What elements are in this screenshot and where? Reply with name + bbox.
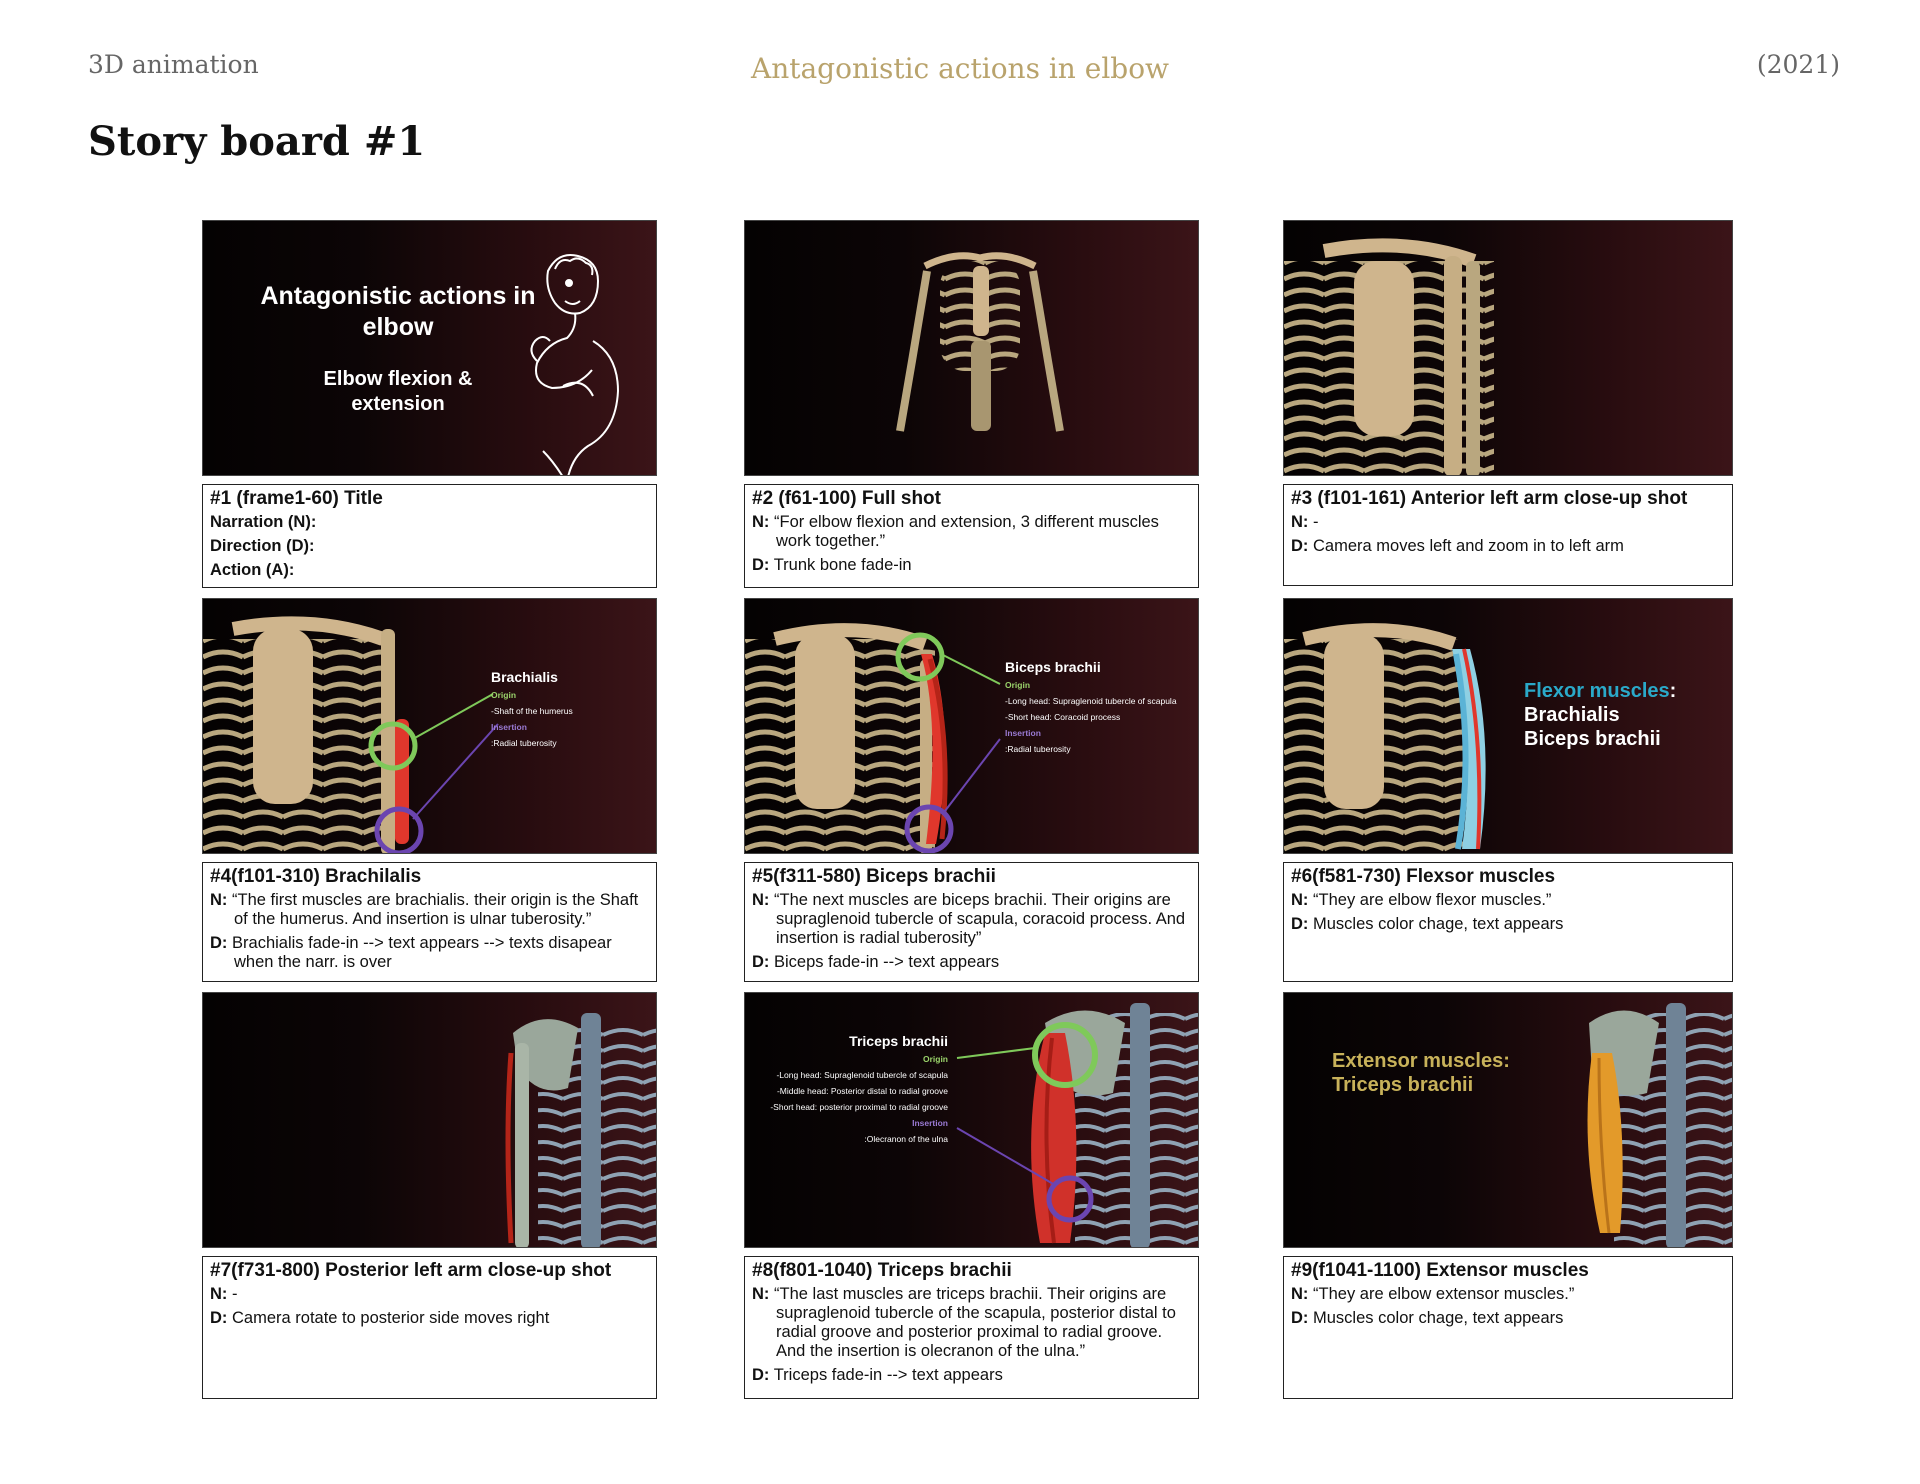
overlay-origin-text-1: -Long head: Supraglenoid tubercle of scapula xyxy=(1005,696,1177,706)
overlay-origin-text: -Shaft of the humerus xyxy=(491,706,573,716)
caption-narration: N: “They are elbow extensor muscles.” xyxy=(1291,1285,1575,1303)
caption-narration: N: “For elbow flexion and extension, 3 different muscles work together.” xyxy=(752,513,1159,550)
caption-title: #8(f801-1040) Triceps brachii xyxy=(752,1260,1012,1281)
caption-title: #5(f311-580) Biceps brachii xyxy=(752,866,996,887)
overlay-origin-text-1: -Long head: Supraglenoid tubercle of scapula xyxy=(776,1070,948,1080)
overlay-insertion-label: Insertion xyxy=(491,722,527,732)
caption-box xyxy=(744,862,1199,982)
overlay-details xyxy=(491,687,573,751)
overlay-insertion-text: :Radial tuberosity xyxy=(491,738,557,748)
caption-direction: D: Camera rotate to posterior side moves right xyxy=(210,1309,550,1327)
caption-title: #6(f581-730) Flexsor muscles xyxy=(1291,866,1556,887)
extensor-muscles-illustration xyxy=(1284,993,1733,1248)
caption-title: #9(f1041-1100) Extensor muscles xyxy=(1291,1260,1589,1281)
caption-direction: D: Muscles color chage, text appears xyxy=(1291,1309,1564,1327)
overlay-origin-label: Origin xyxy=(1005,680,1031,690)
caption-title: #2 (f61-100) Full shot xyxy=(752,488,941,509)
caption-title: #1 (frame1-60) Title xyxy=(210,488,383,509)
caption-action: Action (A): xyxy=(210,561,295,579)
caption-narration: N: - xyxy=(210,1285,238,1303)
overlay-muscle-name: Triceps brachii xyxy=(849,1033,948,1049)
caption-narration: N: “The last muscles are triceps brachii. Their origins are supraglenoid tubercle of the scapula, posterior distal to radial groove and posterior proximal to radial groove. And the insertion is olecranon of the ulna.” xyxy=(752,1285,1176,1360)
caption-direction: D: Biceps fade-in --> text appears xyxy=(752,953,1000,971)
overlay-origin-label: Origin xyxy=(922,1054,948,1064)
overlay-origin-text-2: -Middle head: Posterior distal to radial groove xyxy=(776,1086,948,1096)
header-project-title: Antagonistic actions in elbow xyxy=(750,52,1170,85)
anterior-arm-skeleton-illustration xyxy=(1284,221,1733,476)
page-title: Story board #1 xyxy=(88,118,426,165)
caption-narration: N: “The next muscles are biceps brachii. Their origins are supraglenoid tubercle of scapula, coracoid process. And insertion is radial tuberosity” xyxy=(752,891,1186,947)
frame-posterior-closeup xyxy=(202,992,657,1248)
frame-biceps xyxy=(744,598,1199,854)
caption-narration: N: “The first muscles are brachialis. their origin is the Shaft of the humerus. And insertion is ulnar tuberosity.” xyxy=(210,891,639,928)
caption-direction: D: Trunk bone fade-in xyxy=(752,556,912,574)
caption-direction: Direction (D): xyxy=(210,537,315,555)
overlay-heading: Extensor muscles: xyxy=(1332,1050,1510,1072)
caption-box xyxy=(1283,484,1733,586)
overlay-details xyxy=(770,1051,948,1147)
overlay-heading: Flexor muscles: xyxy=(1524,680,1677,702)
posterior-arm-skeleton-illustration xyxy=(203,993,657,1248)
header-year: (2021) xyxy=(1756,50,1840,79)
brachialis-illustration xyxy=(203,599,657,854)
flexing-man-line-drawing xyxy=(203,221,657,476)
caption-title: #3 (f101-161) Anterior left arm close-up shot xyxy=(1291,488,1688,509)
overlay-muscle-2: Biceps brachii xyxy=(1524,728,1661,750)
frame-anterior-closeup xyxy=(1283,220,1733,476)
overlay-insertion-text: :Olecranon of the ulna xyxy=(864,1134,948,1144)
caption-narration: Narration (N): xyxy=(210,513,317,531)
caption-direction: D: Brachialis fade-in --> text appears --> texts disapear when the narr. is over xyxy=(210,934,612,971)
frame-title-card xyxy=(202,220,657,476)
overlay-subtitle: Elbow flexion & extension xyxy=(323,368,473,415)
overlay-insertion-label: Insertion xyxy=(1005,728,1041,738)
overlay-origin-text-2: -Short head: Coracoid process xyxy=(1005,712,1121,722)
overlay-muscle-name: Biceps brachii xyxy=(1005,659,1101,675)
header-left-label: 3D animation xyxy=(88,50,259,79)
caption-direction: D: Camera moves left and zoom in to left arm xyxy=(1291,537,1624,555)
caption-box xyxy=(744,1256,1199,1399)
frame-flexor-muscles xyxy=(1283,598,1733,854)
overlay-insertion-text: :Radial tuberosity xyxy=(1005,744,1071,754)
trunk-skeleton-illustration xyxy=(745,221,1199,476)
overlay-muscle-1: Triceps brachii xyxy=(1332,1074,1474,1096)
caption-box xyxy=(744,484,1199,588)
caption-box xyxy=(202,862,657,982)
overlay-insertion-label: Insertion xyxy=(912,1118,948,1128)
caption-narration: N: “They are elbow flexor muscles.” xyxy=(1291,891,1552,909)
frame-full-shot xyxy=(744,220,1199,476)
frame-extensor-muscles xyxy=(1283,992,1733,1248)
caption-narration: N: - xyxy=(1291,513,1319,531)
overlay-muscle-1: Brachialis xyxy=(1524,704,1620,726)
caption-direction: D: Muscles color chage, text appears xyxy=(1291,915,1564,933)
caption-box xyxy=(202,484,657,588)
caption-title: #7(f731-800) Posterior left arm close-up shot xyxy=(210,1260,612,1281)
caption-box xyxy=(1283,1256,1733,1399)
caption-direction: D: Triceps fade-in --> text appears xyxy=(752,1366,1003,1384)
caption-title: #4(f101-310) Brachilalis xyxy=(210,866,422,887)
overlay-title: Antagonistic actions in elbow xyxy=(260,282,536,341)
overlay-origin-text-3: -Short head: posterior proximal to radial groove xyxy=(770,1102,948,1112)
frame-brachialis xyxy=(202,598,657,854)
overlay-origin-label: Origin xyxy=(491,690,517,700)
caption-box xyxy=(202,1256,657,1399)
overlay-details xyxy=(1005,677,1177,757)
frame-triceps xyxy=(744,992,1199,1248)
caption-box xyxy=(1283,862,1733,982)
flexor-muscles-illustration xyxy=(1284,599,1733,854)
overlay-muscle-name: Brachialis xyxy=(491,669,558,685)
